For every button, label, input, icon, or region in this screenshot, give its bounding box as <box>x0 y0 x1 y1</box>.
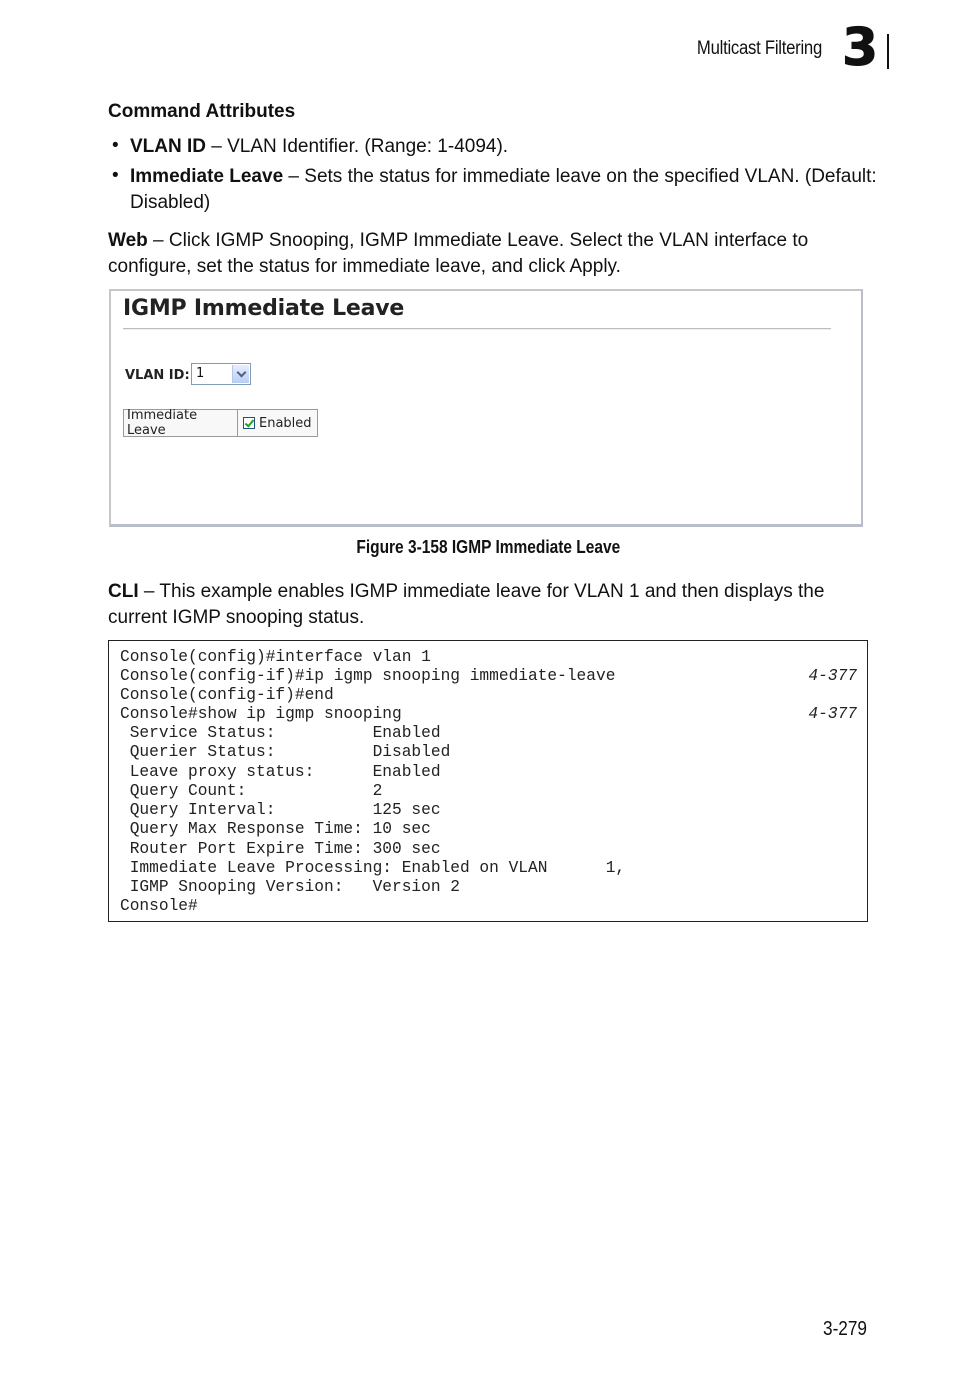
code-line: Console(config-if)#ip igmp snooping immediate-leave <box>120 667 616 685</box>
bullet-icon: • <box>112 165 119 186</box>
bullet-icon: • <box>112 135 119 156</box>
immediate-leave-label: Immediate Leave <box>127 408 198 438</box>
command-attributes-heading: Command Attributes <box>108 101 296 122</box>
enabled-label: Enabled <box>259 415 312 431</box>
cli-term: CLI <box>108 581 139 602</box>
code-line: Console# <box>120 897 198 915</box>
code-line: Console(config)#interface vlan 1 <box>120 648 431 666</box>
code-line: Query Interval: 125 sec <box>120 801 441 819</box>
bullet-desc: – Sets the status for immediate leave on the specified VLAN. (Default: Disabled) <box>130 166 877 213</box>
web-term: Web <box>108 230 148 251</box>
bullet-desc: – VLAN Identifier. (Range: 1-4094). <box>206 136 509 157</box>
vlan-id-value: 1 <box>196 366 205 381</box>
code-line: Immediate Leave Processing: Enabled on VLAN 1, <box>120 859 626 877</box>
enabled-checkbox[interactable] <box>243 417 255 429</box>
chevron-down-icon[interactable] <box>232 365 249 383</box>
title-divider <box>123 328 831 330</box>
code-line: Querier Status: Disabled <box>120 743 451 761</box>
panel-title: IGMP Immediate Leave <box>123 296 405 321</box>
bullet-immediate-leave <box>130 164 880 216</box>
code-line: Query Count: 2 <box>120 782 383 800</box>
code-line: Console(config-if)#end <box>120 686 334 704</box>
bullet-term: Immediate Leave <box>130 166 284 187</box>
immediate-leave-row <box>123 409 318 437</box>
code-page-ref: 4-377 <box>808 705 857 723</box>
code-line: IGMP Snooping Version: Version 2 <box>120 878 460 896</box>
code-line: Query Max Response Time: 10 sec <box>120 820 431 838</box>
cli-text: – This example enables IGMP immediate leave for VLAN 1 and then displays the current IGMP snooping status. <box>108 581 825 628</box>
figure-caption: Figure 3-158 IGMP Immediate Leave <box>356 537 621 557</box>
immediate-leave-value <box>237 410 317 436</box>
cli-code-block <box>108 640 868 922</box>
code-line: Service Status: Enabled <box>120 724 441 742</box>
vlan-id-label: VLAN ID: <box>125 368 190 383</box>
code-line: Router Port Expire Time: 300 sec <box>120 840 441 858</box>
bullet-term: VLAN ID <box>130 136 206 157</box>
web-text: – Click IGMP Snooping, IGMP Immediate Leave. Select the VLAN interface to configure, set the status for immediate leave, and click Apply. <box>108 230 809 277</box>
code-line: Console#show ip igmp snooping <box>120 705 402 723</box>
vlan-id-select[interactable] <box>191 363 251 385</box>
code-line: Leave proxy status: Enabled <box>120 763 441 781</box>
bullet-vlan-id <box>130 134 880 160</box>
cli-paragraph <box>108 579 878 630</box>
chapter-divider <box>887 34 889 69</box>
web-paragraph <box>108 228 878 279</box>
chapter-number: 3 <box>842 18 879 78</box>
code-page-ref: 4-377 <box>808 667 857 685</box>
page-number: 3-279 <box>823 1318 867 1340</box>
running-header-title: Multicast Filtering <box>696 38 822 59</box>
igmp-immediate-leave-screenshot <box>109 289 863 527</box>
